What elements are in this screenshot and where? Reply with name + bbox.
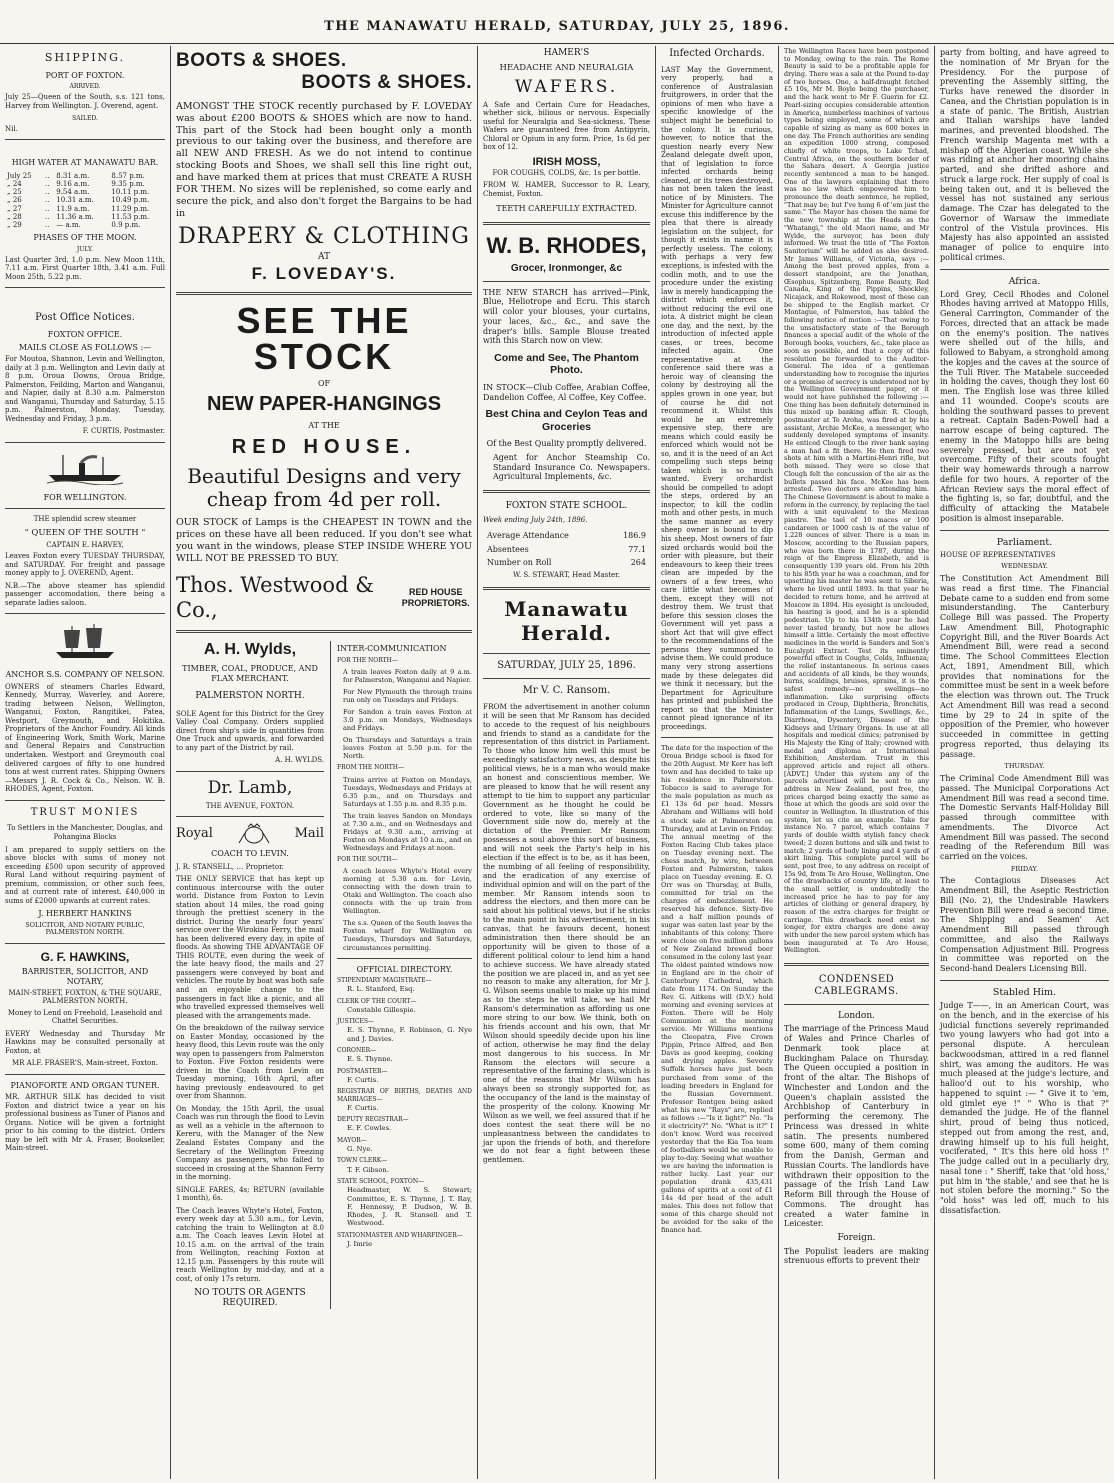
divider [661, 737, 773, 738]
school-heading: FOXTON STATE SCHOOL. [505, 501, 628, 512]
south-service-item: A coach leaves Whyte's Hotel every morning at 5.30 a.m. for Levin, connecting with the down train to Otaki and Wellington. The coach also connects with the up train from Wellington. [343, 867, 472, 916]
directory-role: POSTMASTER— [337, 1067, 388, 1075]
irish-moss: IRISH MOSS, [532, 155, 601, 168]
from-north-label: FROM THE NORTH— [337, 764, 404, 772]
best-text: Of the Best Quality promptly delivered. [486, 439, 647, 449]
orchards-heading: Infected Orchards. [669, 48, 765, 59]
directory-name: R. L. Stanford, Esq. [347, 985, 415, 994]
directory-name: F. Curtis. [347, 1103, 379, 1112]
official-heading: OFFICIAL DIRECTORY. [356, 964, 453, 974]
directory-role: STIPENDIARY MAGISTRATE— [337, 976, 432, 984]
captain: CAPTAIN E. HARVEY, [46, 540, 124, 549]
lamps-text: OUR STOCK of Lamps is the CHEAPEST IN TOWN and the prices on these have all been reduced. If you don't see what you want in the windows, please STEP INSIDE WHERE YOU WILL NOT BE PRESSED TO BUY. [176, 517, 472, 564]
tide-cell: .. [45, 196, 50, 205]
divider [483, 281, 650, 282]
paper-hangings-heading: NEW PAPER-HANGINGS [206, 392, 442, 415]
coach-text-5: The Coach leaves Whyte's Hotel, Foxton, every week day at 5.30 a.m., for Levin, catching the train to Wellington at 8.0 a.m. The Coach leaves Levin Hotel at 10.15 a.m. on the arrival of the train from Wellington, reaching Foxton at 12.15 p.m. Passengers by this route will reach Wellington by mid-day, and at a cost, of only 17s return. [176, 1206, 324, 1283]
orchards-text: LAST May the Government, very properly, had a conference of Australasian fruitgrowers, in order that the opinions of men who have a specific knowledge of the subject might be beneficial to the colony. It is curious, however, to notice that the question nearly every New Zealand delegate dwelt upon, that of legislation to force infected orchards being cleaned, or its trees destroyed, has not been taken the least notice of by Ministers. The Minister for Agriculture cannot excuse this indifference by the plea that there is already legislation on the subject, for though it exists in name it is perfectly useless. The colony, with perhaps a very few exceptions, is infested with the codlin moth, and to use the procedure under the existing law is merely handicapping the district which enforces it, without reducing the evil one iota. A district might be clean one day, and the next, by the introduction of infected apple cases, or trees, become infected again. One representative at the conference said there was a heroic way of cleansing the colony by destroying all the apples grown in one year, but of course he did not recommend it. Whilst this would be an extremely expensive step, there are means which could easily be enforced which would not be so, and it is the need of an Act compelling such steps being taken which is so much wanted. Every orchardist should be compelled to adopt the steps, ordered by an inspector, to kill the codlin moth and other pests, in much the same manner as every sheep owner is bound to dip his sheep. Most owners of fair sized orchards would boil the order with pleasure, but their endeavours to keep their trees clean are impeded by the owners of a few trees, who care little what becomes of them, except they will not destroy them. We trust that before this session closes the Government will yet pass a short Act that will give effect to the recommendations of the persons they summoned to advise them. We could produce many very strong assertions made by these delegates did we think it necessary, but the Department for Agriculture has printed and published the report so that the Minister cannot plead ignorance of its proceedings. [661, 65, 773, 731]
cablegrams-heading: CONDENSED CABLEGRAMS. [814, 974, 899, 997]
of-text: OF [317, 379, 331, 389]
post-sub: FOXTON OFFICE. [47, 330, 123, 340]
column-shipping [0, 48, 170, 1477]
royal-crest-icon [237, 823, 271, 845]
teeth-text: TEETH CAREFULLY EXTRACTED. [496, 204, 637, 214]
africa-heading: Africa. [1008, 275, 1041, 287]
steamer-illustration [45, 451, 125, 485]
friday-text: The Contagious Diseases Act Amendment Bill, the Aseptic Restriction Bill (No. 2), the Undesirable Hawkers Prevention Bill were read a second time. The Shipping and Seamen' Act Amendment Bill passed through committee, and also the Railways Compensation Adjustment Bill. Progress in committee was reported on the Second-hand Dealers Licensing Bill. [940, 876, 1109, 974]
school-signature: W. S. STEWART, Head Master. [513, 570, 620, 579]
column-cables-parliament [935, 48, 1114, 1477]
thursday-text: The Criminal Code Amendment Bill was passed. The Municipal Corporations Act Amendment Bill was read a second time. The Domestic Servants Half-Holiday Bill passed through committee with amendments. The Divorce Act Amendment Bill was passed. The second reading of the Referendum Bill was carried on the voices. [940, 774, 1109, 861]
directory-name: E. F. Cowles. [347, 1124, 392, 1133]
school-stat-row [485, 557, 648, 568]
tide-cell: 11.36 a.m. [56, 212, 94, 221]
come-see: Come and See, The Phantom Photo. [494, 352, 639, 377]
train-north-item: On Thursdays and Saturdays a train leaves Foxton at 5.50 p.m. for the North. [343, 736, 472, 761]
school-stat-label: Average Attendance [487, 531, 569, 541]
agent-text: Agent for Anchor Steamship Co. Standard Insurance Co. Newspapers. Agricultural Implements, &c. [493, 452, 650, 482]
wylds-name: A. H. Wylds, [203, 641, 297, 659]
tide-cell: 0.9 p.m. [111, 221, 141, 230]
ransom-text: FROM the advertisement in another column it will be seen that Mr Ransom has decided to accede to the request of his neighbours and friends to stand as a candidate for the representation of this district in Parliament. To those who know him well this must be exceedingly satisfactory news, as despite his political views, he is a man who would make an honest and conscientious member. We are pleased to know that he will resent any attempt to tie him to support any particular Government as he thought he could be ordered to vote, like so many of the Government side now do, merely at the dictation of the Premier. Mr Ransom possesses a soul above this sort of business, and will not seek the Party's help in his election if the effect is to be, as it has been, the numbing of all feeling of responsibility, and the eradication of any exercise of individual opinion and will on the part of the member. Mr Ransom intends soon to address the electors, and then more can be said about his political views, but if he sticks to the main point in his advertisement, in his canvas, that he favours decent, honest administration then there should be an opportunity will be given to those of a different political colour to lend him a hand to achieve success. We have already stated the position we are placed in, and as yet see no reason to make any alteration, for Mr J. G. Wilson seems unable to make up his mind as to the steps he will take, we hail Mr Ransom's determination as affording us one more string to our bow. We think, both on his friends account and his own, that Mr Wilson should speedily decide upon his line of action, otherwise he may find the delay most dangerous to his success. In Mr Ransom the electors will secure a representative of the farming class, which is one of the reasons that Mr Wilson has always been so strongly supported for, as the occupancy of the land is the mainstay of the prosperity of the colony. Knowing Mr Wilson as we well, we feel assured that if he does contest the seat there will be no unpleasantness between the candidates to jar upon the friends of both, and therefore we do not fear a fight between these gentlemen. [483, 701, 650, 1165]
shipping-heading: SHIPPING. [44, 51, 126, 64]
masthead-block [483, 598, 650, 645]
no-touts: NO TOUTS OR AGENTS REQUIRED. [194, 1287, 306, 1309]
masthead [0, 0, 1114, 44]
mail-word: Mail [294, 826, 324, 842]
divider [5, 800, 165, 801]
stansell: J. R. STANSELL, … Proprietor. [176, 862, 284, 871]
directory-role: CLERK OF THE COURT— [337, 997, 417, 1005]
divider [5, 508, 165, 509]
tides-table [5, 172, 165, 230]
tide-cell: .. [45, 204, 50, 213]
local-news-text: The date for the inspection of the Oroua Bridge school is fixed for the 20th August. Mr Kerr has left town and has decided to take up his residence in Palmerston. Tobacco is said to average for the male population as much as £1 13s 6d per head. Messrs Abraham and Williams will hold a stock sale at Palmerston on Thursday, and at Levin on Friday. The annual meeting of the Foxton Racing Club takes place on Tuesday evening next. The chess match, by wire, between Foxton and Palmerston, takes place on Tuesday evening. E. O. Orr was on Thursday, at Bulls, committed for trial on the charges of embezzlement. He reserved his defence. Sixty-five and a half million pounds of sugar was eaten last year by the inhabitants of this colony. There were close on five million gallons of New Zealand brewed beer consumed in the colony last year. The oldest painted windows now in England are in the choir of Canterbury Cathedral, which date from 1174. On Sunday the Rev. G. Aitkens will (D.V.) hold morning and evening services at Foxton. There will be Holy Communion at the morning service. Mr Williams mentions the Cleopatra, Five Crown Pippin, Prince Alfred, and Ben Davis as good keeping, cooking and drying apples. Seventy Suffolk horses have just been purchased from some of the leading breeders in England for the Russian Government. Professor Rontgen being asked what his new "Rays" are, replied as follows :—"Is it light?" No. "Is it electricity?" No. "What is it?" I don't know. Word was received yesterday that the Kia Toa team of footballers would be unable to play to-day. Seeing what weather we are having the information is rather lucky. Last year our population drank 435,431 gallons of spirits at a cost of £1 14s 4d per head of the adult males. This does not follow that some of this charge should not be avoided for the sake of the finance had. [661, 744, 773, 1235]
irish-text: FOR COUGHS, COLDS, &c. 1s per bottle. [492, 168, 641, 177]
tide-cell: „ 27 [7, 204, 22, 213]
school-stat-label: Absentees [487, 544, 529, 554]
wafers-heading: WAFERS. [514, 76, 619, 97]
stabled-heading: Stabled Him. [992, 986, 1057, 998]
tide-cell: „ 28 [7, 212, 22, 221]
tide-cell: 11.29 p.m. [111, 204, 150, 213]
lamb-name: Dr. Lamb, [207, 777, 293, 798]
drapery-heading: DRAPERY & CLOTHING [178, 223, 470, 249]
piano-text: MR. ARTHUR SILK has decided to visit Foxton and district twice a year on his professional business as Tuner of Pianos and Organs. Notice will be given a fortnight prior to his coming to the district. Orders may be left with Mr A. Fraser, Bookseller, Main-street. [5, 1093, 165, 1153]
moon-heading: PHASES OF THE MOON. [33, 233, 137, 243]
divider [337, 958, 472, 959]
gf-loans: Money to Lend on Freehold, Leasehold and Chattel Securities. [7, 1008, 163, 1026]
foreign-text: The Populist leaders are making strenuous efforts to prevent their [784, 1246, 929, 1266]
tide-cell: .. [45, 179, 50, 188]
tide-row [5, 213, 165, 221]
directory-role: CORONER— [337, 1047, 377, 1055]
tide-cell: 9.35 p.m. [111, 179, 145, 188]
divider [784, 1004, 929, 1005]
africa-text: Lord Grey, Cecil Rhodes and Colonel Rhodes having arrived at Matoppo Hills, General Carrington, Commander of the Forces, directed that an attack be made on the enemy's position. The natives were shelled out of the hills, and followed to Babyam, a stronghold among the kopjes and the caves at the source of the Tuli River. The Matabele succeeded in holding the caves, though they lost 60 men. The English lose was three killed and 11 wounded. Coope's scouts are holding the southward passes to prevent a retreat. Captain Baden-Powell had a narrow escape of being captured. The enemy in the Matoppo hills are being severely pressed, but are not yet overcome. Fifty of their scouts fought their way homewards through a narrow defile for two hours. A reporter of the African Review says the moral effect of the fighting is, so far, doubtful, and the difficulty of attacking the Matabele position is almost inseparable. [940, 289, 1109, 523]
foreign-continued: party from bolting, and have agreed to the nomination of Mr Bryan for the Presidency. For the purpose of preventing the Assembly sitting, the Turks have renewed the disorder in Canea, and the Christian population is in a state of panic. The British, Austrian and Italian warships have landed marines, and prevented bloodshed. The French warship Magenta met with a mishap off the Algerian coast. While she was riding at anchor her mooring chains parted, and she drifted ashore and struck a large rock. Her supply of coal is being taken out, and it is believed the vessel has not sustained any serious damage. The Czar has delegated to the Governor of Warsaw the immediate control of the Vistula provinces. His Majesty has also appointed an assisted manager of police to enquire into political crimes. [940, 48, 1109, 262]
red-house-heading: RED HOUSE. [231, 435, 417, 458]
tide-cell: .. [45, 171, 50, 180]
tide-cell: 8.31 a.m. [56, 171, 90, 180]
postmaster: F. CURTIS, Postmaster. [82, 427, 165, 436]
directory-role: STATIONMASTER AND WHARFINGER— [337, 1231, 463, 1239]
school-stat-value: 77.1 [628, 544, 646, 554]
divider [176, 816, 324, 817]
best-china: Best China and Ceylon Teas and Groceries [485, 408, 648, 433]
directory-name: Headmaster, W. S. Stewart; Committee, E. S. Thynne, J. T. Ray, F. Hennessy, P. Dudson, W. B. Rhodes, J. R. Stansell and T. Westwood. [347, 1186, 472, 1228]
for-north-label: FOR THE NORTH— [337, 656, 398, 664]
gf-hawkins-name: G. F. HAWKINS, [40, 950, 130, 964]
royal-mail-heading [176, 823, 324, 845]
mails-heading: MAILS CLOSE AS FOLLOWS :— [18, 342, 152, 352]
sailed-text: Nil. [5, 124, 18, 133]
tide-cell: „ 24 [7, 179, 22, 188]
tides-heading: HIGH WATER AT MANAWATU BAR. [11, 158, 159, 168]
divider [5, 943, 165, 944]
tide-row [5, 205, 165, 213]
coach-fares: SINGLE FARES, 4s; RETURN (available 1 month), 6s. [176, 1185, 324, 1203]
coach-text-2: On the breakdown of the railway service on Easter Monday, occasioned by the heavy flood, this Levin route was the only way open to passengers from Palmerston to Foxton. Five Foxton residents were driven in the Coach from Levin on Tuesday morning, 16th April, after having previously endeavoured to get over from Shannon. [176, 1024, 324, 1101]
piano-heading: PIANOFORTE AND ORGAN TUNER. [10, 1080, 160, 1090]
divider [176, 771, 324, 772]
gf-address: MAIN-STREET, FOXTON, & THE SQUARE, PALMERSTON NORTH. [8, 989, 162, 1006]
school-stat-value: 186.9 [623, 531, 646, 541]
directory-name: J. Imrie [347, 1239, 373, 1248]
gf-consult: EVERY Wednesday and Thursday Mr Hawkins may be consulted personally at Foxton, at [5, 1029, 165, 1055]
hamer-name: HAMER'S [543, 48, 590, 58]
arrived-text: July 25—Queen of the South, s.s. 121 tons, Harvey from Wellington. J. Overend, agent. [5, 93, 165, 111]
coach-text-3: On Monday, the 15th April, the usual Coach was run through the flood to Levin as well as a vehicle in the afternoon to Kereru, with the Manager of the New Zealand Estates Company and the Secretary of the Wellington Freezing Company as passengers, who failed to succeed in crossing at the Shannon Ferry in the morning. [176, 1104, 324, 1182]
loveday-name: F. LOVEDAY'S. [251, 264, 397, 284]
column-orchards [656, 48, 778, 1477]
tide-row [5, 172, 165, 180]
divider [784, 963, 929, 966]
red-house-proprietors: RED HOUSE PROPRIETORS. [401, 586, 470, 608]
south-service-item: The s.s. Queen of the South leaves the Foxton wharf for Wellington on Tuesdays, Thursdays and Saturdays, circumstances permitting. [343, 919, 472, 952]
tide-row [5, 180, 165, 188]
tide-cell: 10.11 p.m. [111, 188, 150, 197]
palmerston-north: PALMERSTON NORTH. [195, 691, 305, 702]
hamer-from: FROM W. HAMER, Successor to R. Leary, Chemist, Foxton. [483, 181, 650, 198]
divider [940, 269, 1109, 270]
south-list [337, 867, 472, 951]
tide-cell: „ 25 [7, 188, 22, 197]
tide-cell: „ 26 [7, 196, 22, 205]
rhodes-trade: Grocer, Ironmonger, &c [510, 262, 623, 274]
tide-row [5, 188, 165, 196]
arrived-label: ARRIVED. [69, 83, 101, 91]
divider [940, 530, 1109, 531]
tide-cell: — a.m. [56, 221, 81, 230]
wylds-signature: A. H. WYLDS. [275, 756, 324, 765]
directory-role: REGISTRAR OF BIRTHS, DEATHS AND MARRIAGES— [337, 1088, 472, 1103]
wafers-text: A Safe and Certain Cure for Headaches, whether sick, bilious or nervous. Especially useful for Neuralgia and Sea-sickness. These Wafers are guaranteed free from Antipyrin, Chloral or Opium in any form. Price, 1s 6d per box of 12. [483, 100, 650, 152]
steamer-nb: N.B.—The above steamer has splendid passenger accomodation, there being a separate ladies saloon. [5, 581, 165, 607]
anchor-text: OWNERS of steamers Charles Edward, Kennedy, Murray, Waverley, and Aorere, trading between Nelson, Wellington, Wanganui, Foxton, Rangitikei, Patea, Westport, Greymouth, and Hokitika. Proprietors of the Anchor Foundry. All kinds of Engineering Work, Smith Work, Marine and General Repairs and Construction undertaken. Westport and Greymouth coal delivered cargoes of fifty to one hundred tons at west current rates. Shipping Owners—Messrs J. R. Cock & Co., Nelson. W. B. RHODES, Agent, Foxton. [5, 682, 165, 794]
tide-cell: 11.53 p.m. [111, 212, 150, 221]
mails-text: For Moutoa, Shannon, Levin and Wellington, daily at 3 p.m. Wellington and Levin daily at 8 p.m. Oroua Downs, Oroua Bridge, Palmerston, Feilding, Marton and Wanganui, and Napier, daily at 8.30 a.m. Palmerston and Wanganui, Thursday and Saturday, 5.15 p.m. Palmerston, Monday, Tuesday, Wednesday and Friday, 3 p.m. [5, 355, 165, 423]
london-text: The marriage of the Princess Maud of Wales and Prince Charles of Denmark took place at Buckingham Palace on Thursday. The Queen occupied a position in front of the altar. The Bishops of Winchester and London and the Queen's chaplain assisted the Archbishop of Canterbury in performing the ceremony. The Princess was dressed in white satin. The presents numbered some 600, many of them coming from the Danish, German and Russian Courts. The landlords have withdrawn their opposition to the passage of the Irish Land Law Reform Bill through the House of Commons. The drought has created a water famine in Leicester. [784, 1024, 929, 1229]
trust-heading: TRUST MONIES [30, 806, 140, 818]
news-items: The Wellington Races have been postponed to Monday, owing to the rain. The Rome Beauty is said to be a profitable apple for drying. There was a sale at the Pound to-day of two horses. One, a half-draught fetched £5 10s, Mr M. Boyle being the purchaser, and the hack went to Mr F. Guerin for £2. Pearl-sizing occupies considerable attention in America, numberless machines of various types being employed, some of which are capable of sizing as many as 600 boxes in one day. The French authorities are sending an expedition 1000 strong, composed chiefly of white troops, to Lake Tchad, Central Africa, on the southern border of the Sahara desert. A Georgia justice recently sentenced a man to be hanged. One of the lawyers explaining that there was no law which empowered him to pronounce the death sentence, he replied, "That may be; but I've hung 6 of 'em just the same." The Mayor has chosen the name for the new township at the Heads as the "Whatangi," the old Maori name, and Mr Wylde, the surveyor, has been duly informed. We trust the title of "The Foxton Sanitorium" will be added as also desired. Mr James Williams, of Victoria, says :—Among the best proved apples, from a dessert standpoint, are the Jonathan, Œsophus, Spitzenberg, Rome Beauty, Red Canada, King of the Pippins, Shockley, Nicajack, and Rokewood, most of these can be shipped to the English market. Cr Montague, of Palmerston, has tabled the following notice of motion :—That owing to the unsatisfactory state of the Borough finances a special audit of the whole of the Borough books, vouchers, &c., take place as soon as possible, and that a copy of this resolution be forwarded to the Auditor-General. The idea of a gentleman understanding how to recognise the injuries or a promise of secrecy is understood not by the Wellington Government paper, or it would not have published the following :—One thing has been definitely determined in this mixed up banking affair. R. Clough, postmaster at Te Aroha, was fired at by his assistant, Archie McKee, a messenger, who suddenly developed symptoms of insanity. He enticed Clough to the river bank saying a man had a fit there. He then fired two shots at him with a Martini-Henri rifle, but both missed. They were so close that Clough felt the concussion of the air as the bullets passed his face. McKee has been arrested. Two doctors are attending him. The Chinese Government is about to make a reform in the currency, by replacing the tael with a unit equivalent to the Mexican piastre. The tael of 10 maces or 100 candareen or 1000 cash is of the value of 1.228 ounces of silver. There is a man in Moscow, according to the Russian papers, who was born there in 1787, during the reign of the Empress Elizabeth, and is consequently 139 years old. From his 20th to his 85th year he was a coachman, and for upsetting his master he was sent to Siberia, where he lived until 1893. In that year he decided to return home, and he arrived at Moscow in 1894. His eyesight is unclouded, his hearing is good, and he is a splendid pedestrian. Up to his 134th year he had never tasted brandy, but now he allows himself a little. Certainly the most effective medicines in the world is Sanders and Son's Eucalypti Extract. Test its eminently powerful effect in Coughs, Colds, Influenza; the relief instantaneous. In serious cases and accidents of all kinds, be they wounds, burns, scaldings, bruises, sprains, it is the safest remedy—no swellings—no inflammation. Like surprising effects produced in Croup, Diphtheria, Bronchitis, Inflammation of the Lungs, Swellings, &c., Diarrhoea, Dysentery, Disease of the Kidneys and Urinary Organs. In use at all hospitals and medical clinics; patronised by His Majesty the King of Italy; crowned with medal and diploma at International Exhibition, Amsterdam. Trust in this approved article and reject all others. [ADVT.] Under this system any of the parcels advertised will be sent to any address in New Zealand, post free, the prices charged being exactly the same as those at which the goods are sold over the counter in Wellington. In illustration of this system, let us cite an example. Take for instance No. 7 parcel, which contains 7 yards of double width stylish fancy check tweed; 2 dozen buttons and silk and twist to match; 2 yards of body lining and 4 yards of skirt lining. This complete parcel will be sent, post free, to any address on receipt of 15s 9d, from Te Aro House, Wellington. One of the drawbacks of country life, at least to the small settler, is undoubtedly the increased price he has to pay for any articles of clothing or general drapery, by reason of the extra charges for freight or carriage. This drawback need exist no longer, for extra charges are done away with under the new parcel system which has been inaugurated at Te Aro House, Wellington. [784, 48, 929, 955]
column-chemist-grocer [478, 48, 655, 1477]
inter-heading: INTER-COMMUNICATION [337, 644, 447, 654]
post-heading: Post Office Notices. [35, 312, 135, 324]
divider [176, 292, 472, 295]
tide-row [5, 221, 165, 229]
directory-name: E. S. Thynne. [347, 1055, 393, 1064]
lower-ads [176, 641, 472, 1308]
wednesday-text: The Constitution Act Amendment Bill was read a first time. The Financial Debate came to a sudden end from some misunderstanding. The Canterbury College Bill was passed. The Property Law Amendment Bill, Photographic Copyright Bill, and the River Boards Act Amendment Bill, were read a second time. The School Committees Election Act, 1891, Amendment Bill, which provides that nominations for the committee must be sent in a week before the election was thrown out. The Truck Act Amendment Bill was read a second time by 29 to 24 in spite of the opposition of the Premier, who however succeeded in committee in getting progress reported, thus delaying its passage. [940, 574, 1109, 759]
directory-role: TOWN CLERK— [337, 1157, 388, 1165]
train-from-north-item: The train leaves Sandon on Mondays at 7.30 a.m., and on Wednesdays and Fridays at 9.30 a.m., arriving at Foxton on Mondays at 10 a.m., and on Wednesdays and Fridays at noon. [343, 811, 472, 852]
moon-text: Last Quarter 3rd, 1.0 p.m. New Moon 11th, 7.11 a.m. First Quarter 18th, 3.41 a.m. Full Moon 25th, 5.22 p.m. [5, 255, 165, 281]
train-north-item: For Sandon a train eaves Foxton at 3.0 p.m. on Mondays, Wednesdays and Fridays. [343, 708, 472, 733]
gf-role: BARRISTER, SOLICITOR, AND NOTARY, [21, 967, 149, 986]
tide-cell: .. [45, 188, 50, 197]
divider [5, 1074, 165, 1075]
tide-cell: 10.49 p.m. [111, 196, 150, 205]
tide-cell: 9.54 a.m. [56, 188, 90, 197]
divider [5, 287, 165, 288]
rhodes-name: W. B. RHODES, [486, 232, 647, 258]
boots-heading-2: BOOTS & SHOES. [301, 72, 472, 94]
herald-title: Manawatu Herald. [504, 597, 629, 645]
tide-cell: 8.57 p.m. [111, 171, 145, 180]
hankins-name: J. HERBERT HANKINS [38, 909, 132, 919]
london-heading: London. [837, 1010, 876, 1021]
left-ads [176, 641, 324, 1308]
coach-text-1: THE ONLY SERVICE that has kept up continuous intercourse with the outer world. Distance from Foxton to Levin station about 14 miles, the road going through the prettiest scenery in the district. During the nearly four years' service over the Wirokino Ferry, the mail has been delivered every day, in spite of floods. As showing THE ADVANTAGE OF THIS ROUTE, even during the week of the late heavy flood, the mails and 27 passengers were conveyed by boat and vehicles. The route by boat was both safe and an enjoyable change to the passengers in fact like a picnic, and all who travelled expressed themselves well pleased with the arrangements made. [176, 875, 324, 1020]
wylds-trade: TIMBER, COAL, PRODUCE, AND FLAX MERCHANT. [182, 664, 318, 683]
school-stats [483, 528, 650, 570]
school-stat-value: 264 [630, 558, 646, 568]
stabled-text: Judge T——, in an American Court, was on the bench, and in the exercise of his judicial functions severely reprimanded two young lawyers who had got into a personal dispute. A herculean backwoodsman, attired in a red flannel shirt, was among the auditors. He was much pleased at the judge's lecture, and halloo'd out to his worship, who happened to squint :— " Give it to 'em, old gimlet eye !" " Who is that ?" demanded the judge. He of the flannel shirt, proud of being thus noticed, stepped out from among the rest, and, drawing himself up to his full height, vociferated, " It's this here old hoss !" The judge called out in a peculiarly dry, nasal tone : " Sheriff, take that 'old hoss,' put him in 'the stable,' and see that he is not stolen before the morning." So the "old hoss" was led off, much to his dissatisfaction. [940, 1001, 1109, 1215]
for-south-label: FOR THE SOUTH— [337, 855, 398, 863]
in-stock: IN STOCK—Club Coffee, Arabian Coffee, Dandelion Coffee, Al Coffee, Key Coffee. [483, 382, 650, 402]
directory-role: MAYOR— [337, 1136, 367, 1144]
column-news [779, 48, 934, 1477]
tide-cell: .. [45, 221, 50, 230]
steamer-text: Leaves Foxton every TUESDAY THURSDAY, and SATURDAY. For freight and passage money apply to J. OVEREND, Agent. [5, 552, 165, 578]
school-week: Week ending July 24th, 1896. [483, 515, 588, 524]
friday-label: FRIDAY. [1010, 864, 1039, 873]
directory-name: T. F. Gibson. [347, 1165, 389, 1174]
column-advertisements [171, 48, 477, 1477]
newspaper-title: THE MANAWATU HERALD, SATURDAY, JULY 25, 1896. [324, 19, 790, 34]
train-north-item: For New Plymouth the through trains run only on Tuesdays and Fridays. [343, 688, 472, 705]
herald-date: SATURDAY, JULY 25, 1896. [497, 660, 636, 672]
steamer-name: " QUEEN OF THE SOUTH " [24, 527, 146, 538]
divider [483, 490, 650, 493]
westwood-name: Thos. Westwood & Co., [176, 572, 374, 622]
at-the-text: AT THE [308, 421, 340, 431]
tide-cell: 11.9 a.m. [56, 204, 90, 213]
divider [940, 980, 1109, 981]
wednesday-label: WEDNESDAY. [1001, 562, 1048, 571]
trust-text: I am prepared to supply settlers on the above blocks with sums of money not exceeding £500 upon security of approved Rural Land without requiring payment of premium, commission, or other such fees, and at current rate of interest. £40,000 in sums of £2000 upwards at current rates. [5, 845, 165, 905]
rhodes-text: THE NEW STARCH has arrived—Pink, Blue, Heliotrope and Ecru. This starch will color your blouses, your curtains, your laces, &c., &c., and save the draper's bills. Sample Blouse treated with this Starch now on view. [483, 287, 650, 346]
boots-text: AMONGST THE STOCK recently purchased by F. LOVEDAY was about £200 BOOTS & SHOES which are now to hand. This part of the Stock had been bought only a month previous to our taking over the business, and therefore are all NEW AND FRESH. As we do not intend to continue stocking Boots and Shoes, we shall sell this line right out, and have marked them at prices that must CREATE A RUSH FOR THEM. No sizes will be replenished, so come early and secure the pick, and also don't forget the Bargains to be had in [176, 100, 472, 219]
directory-name: F. Curtis. [347, 1075, 379, 1084]
train-from-north-item: Trains arrive at Foxton on Mondays, Tuesdays, Wednesdays and Fridays at 6.35 p.m., and on Thursdays and Saturdays at 1.55 p.m. and 8.35 p.m. [343, 775, 472, 808]
school-stat-row [485, 530, 648, 541]
see-stock-heading: SEE THE STOCK [236, 300, 412, 378]
directory-role: JUSTICES— [337, 1018, 375, 1026]
directory-name: G. Nye. [347, 1145, 373, 1154]
lamb-address: THE AVENUE, FOXTON. [205, 801, 295, 810]
tide-cell: .. [45, 212, 50, 221]
tide-cell: 9.16 a.m. [56, 179, 90, 188]
right-listings [337, 641, 472, 1308]
headache-heading: HEADACHE AND NEURALGIA [499, 62, 634, 73]
wylds-text: SOLE Agent for this District for the Grey Valley Coal Company. Orders supplied direct from ship's side in quantities from One Truck and upwards, and forwarded to any part of the District by rail. [176, 709, 324, 752]
divider [483, 653, 650, 654]
sailed-label: SAILED. [72, 114, 98, 122]
divider [483, 222, 650, 225]
moon-month: JULY. [76, 245, 94, 253]
directory-role: DEPUTY REGISTRAR— [337, 1116, 409, 1124]
divider [5, 442, 165, 443]
boots-heading-1: BOOTS & SHOES. [176, 50, 347, 71]
royal-word: Royal [176, 826, 213, 842]
column-divider [330, 641, 331, 1308]
anchor-heading: ANCHOR S.S. COMPANY OF NELSON. [5, 670, 165, 680]
sailing-ship-illustration [50, 622, 120, 662]
coach-heading: COACH TO LEVIN. [211, 849, 289, 859]
thursday-label: THURSDAY. [1004, 762, 1045, 771]
beautiful-designs: Beautiful Designs and very cheap from 4d per roll. [187, 464, 461, 512]
ransom-heading: Mr V. C. Ransom. [522, 685, 611, 697]
tide-row [5, 196, 165, 204]
foreign-heading: Foreign. [837, 1233, 876, 1244]
divider [5, 139, 165, 140]
train-north-item: A train leaves Foxton daily at 9 a.m. for Palmerston, Wanganui and Napier. [343, 668, 472, 685]
directory-name: Constable Gillespie. [347, 1005, 416, 1014]
tide-cell: „ 29 [7, 221, 22, 230]
divider [483, 678, 650, 679]
directory-role: STATE SCHOOL, FOXTON— [337, 1177, 425, 1185]
school-stat-label: Number on Roll [487, 558, 552, 568]
parliament-heading: Parliament. [996, 536, 1053, 548]
house-reps: HOUSE OF REPRESENTATIVES [940, 550, 1056, 559]
drapery-at: AT [317, 251, 330, 262]
divider [176, 630, 472, 633]
school-stat-row [485, 544, 648, 555]
tide-cell: 10.31 a.m. [56, 196, 94, 205]
steamer-intro: THE splendid screw steamer [33, 515, 137, 524]
tide-cell: July 25 [7, 171, 32, 180]
divider [483, 587, 650, 590]
port-heading: PORT OF FOXTON. [45, 70, 125, 80]
from-north-list [337, 776, 472, 852]
hankins-role: SOLICITOR, AND NOTARY PUBLIC, PALMERSTON NORTH. [25, 920, 145, 937]
westwood-block [176, 573, 472, 623]
divider [5, 613, 165, 614]
wellington-heading: FOR WELLINGTON. [43, 492, 127, 502]
gf-fraser: MR ALF. FRASER'S, Main-street, Foxton. [11, 1059, 158, 1068]
north-list [337, 668, 472, 760]
directory-list [337, 977, 472, 1248]
directory-name: E. S. Thynne, F. Robinson, G. Nye and J. Davies. [347, 1026, 472, 1043]
trust-sub: To Settlers in the Manchester, Douglas, and Pohangina Blocks [7, 824, 163, 841]
